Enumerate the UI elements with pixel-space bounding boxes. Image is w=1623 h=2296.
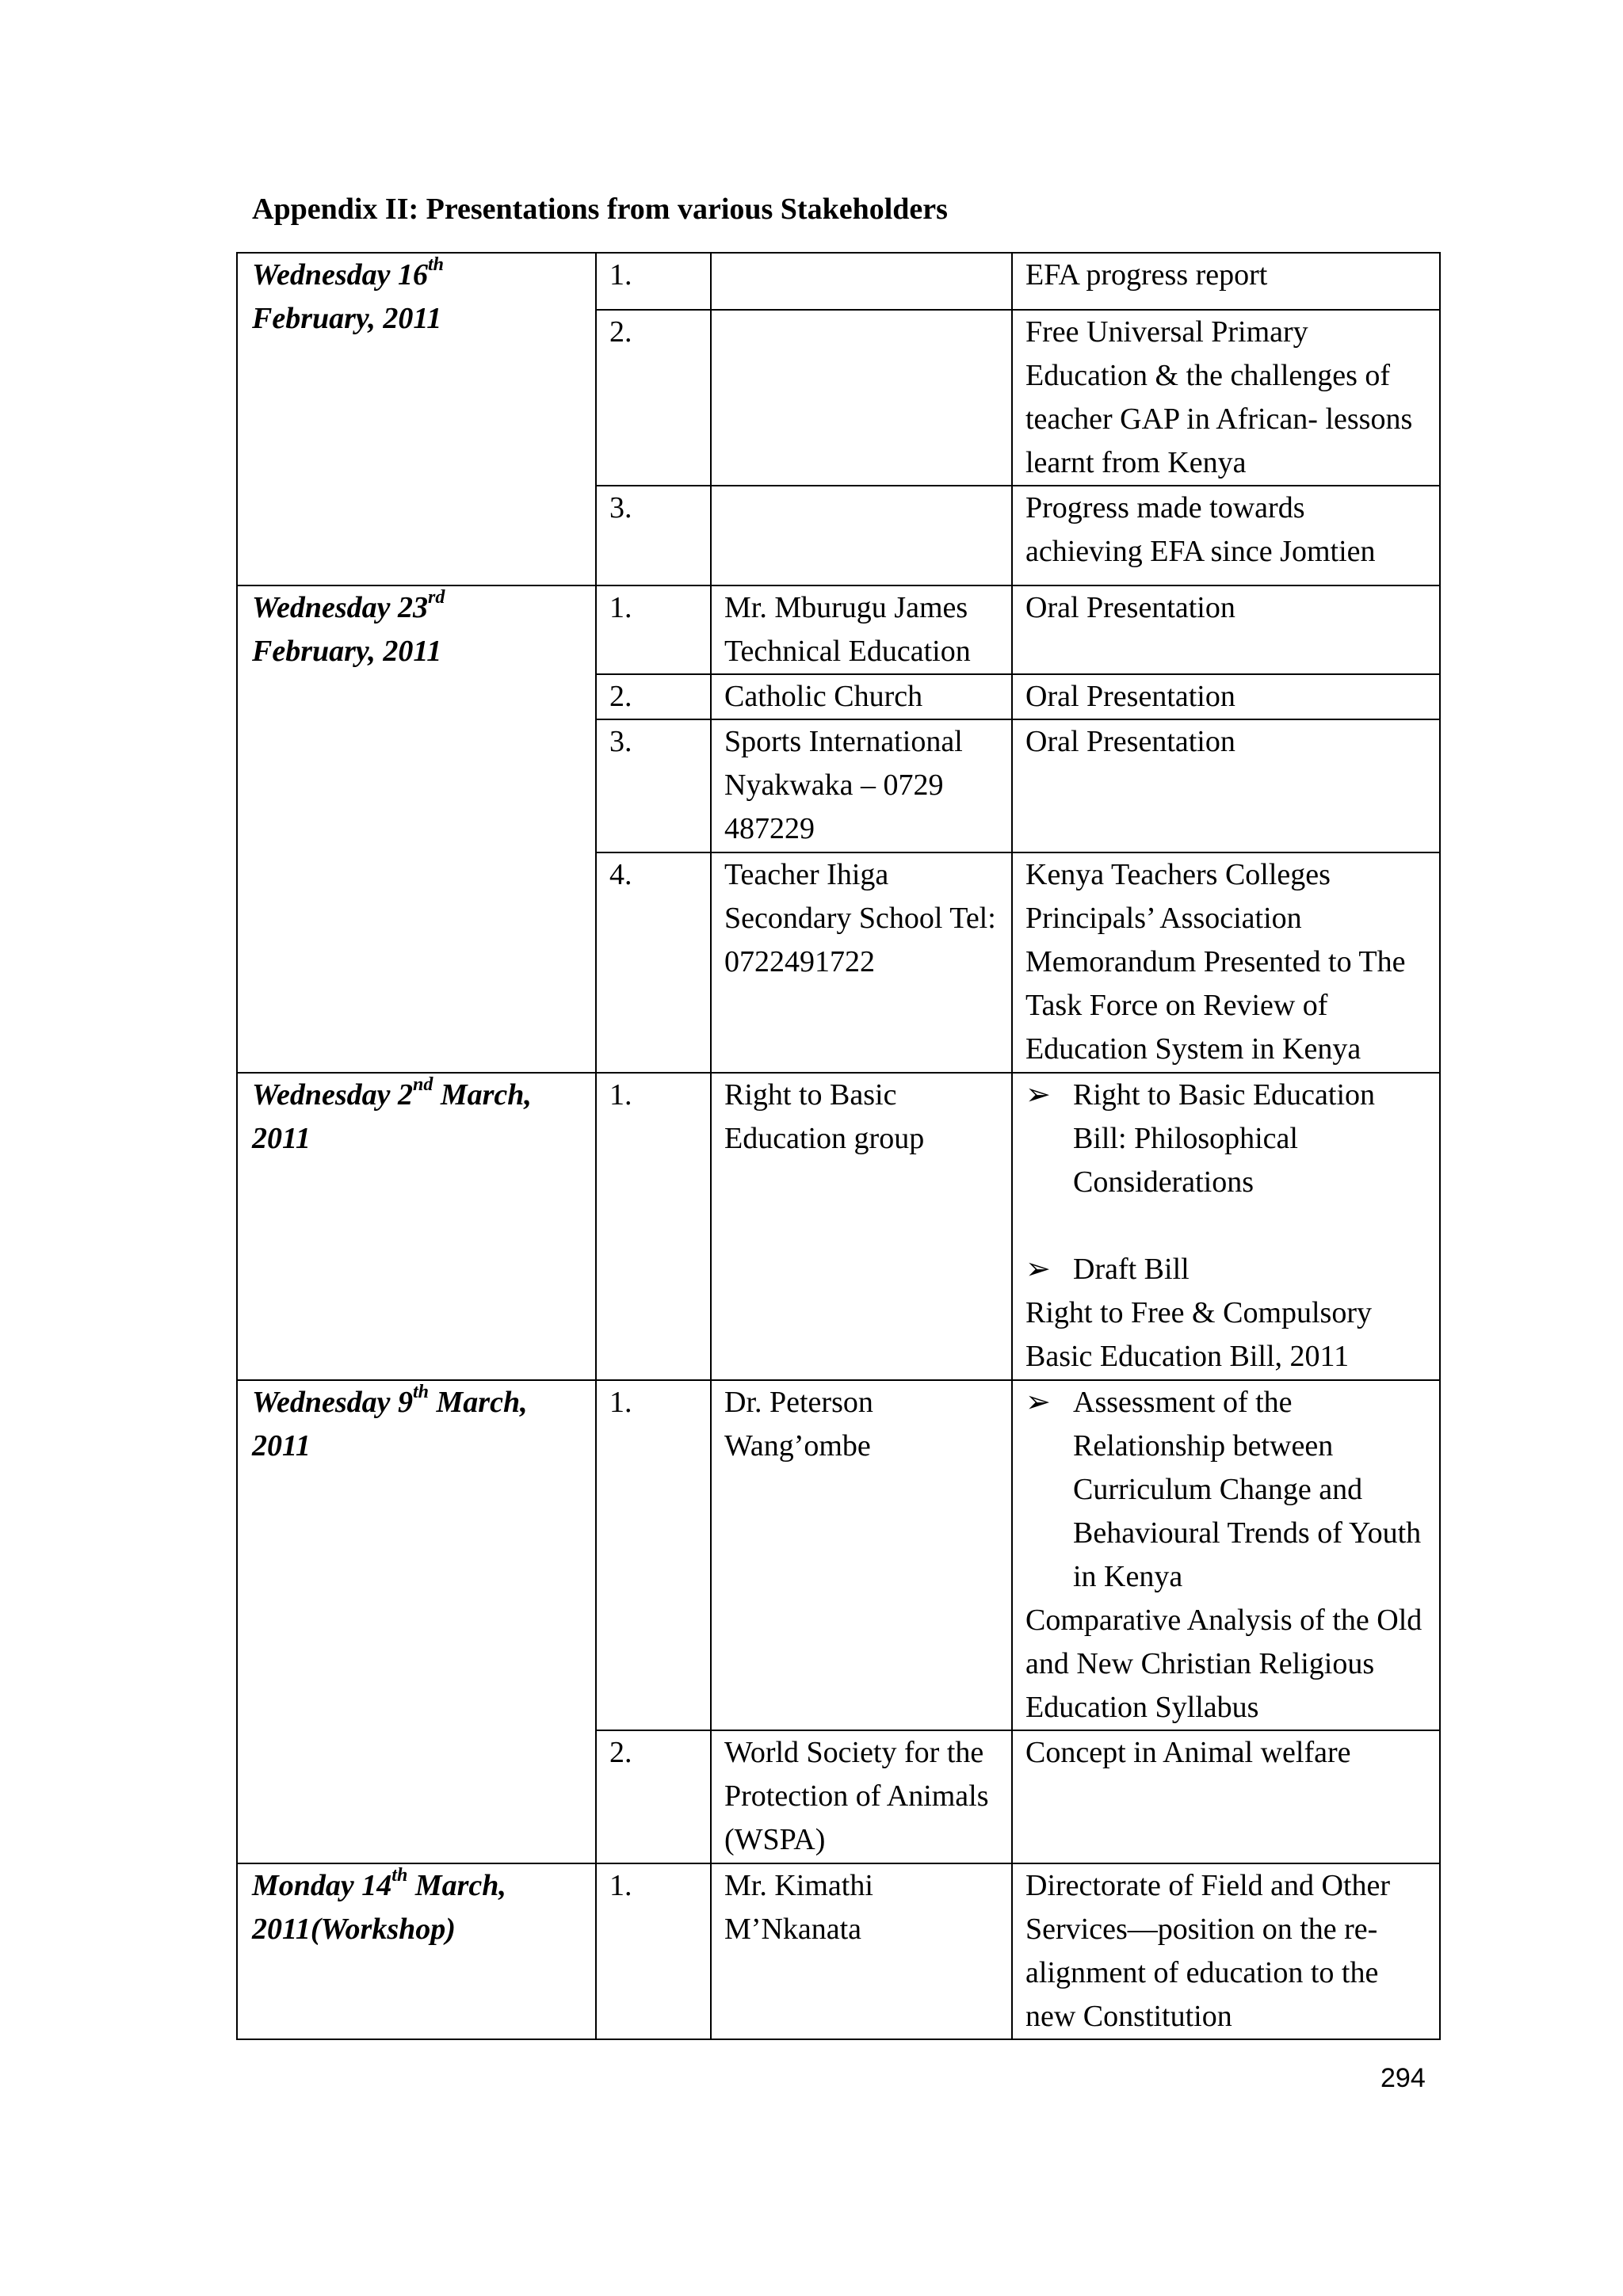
topic-cell: Directorate of Field and Other Services—position on the re-alignment of education to the new Constitution: [1012, 1863, 1440, 2039]
item-number: 1.: [596, 585, 711, 674]
topic-text: Right to Free & Compulsory Basic Education Bill, 2011: [1025, 1296, 1372, 1373]
table-row: [237, 253, 1440, 310]
presenter-cell: [711, 253, 1012, 310]
presenter-cell: Catholic Church: [711, 674, 1012, 719]
presenter-cell: [711, 310, 1012, 486]
item-number: 3.: [596, 486, 711, 585]
topic-cell: Oral Presentation: [1012, 585, 1440, 674]
bullet-item: ➢ Right to Basic Education Bill: Philosophical Considerations: [1025, 1074, 1426, 1204]
topic-cell: EFA progress report: [1012, 253, 1440, 310]
item-number: 2.: [596, 674, 711, 719]
topic-cell: Oral Presentation: [1012, 674, 1440, 719]
presenter-cell: World Society for the Protection of Animals (WSPA): [711, 1730, 1012, 1863]
bullet-item: ➢ Assessment of the Relationship between Curriculum Change and Behavioural Trends of Youth in Kenya: [1025, 1381, 1426, 1599]
table-row: [237, 585, 1440, 674]
table-row: [237, 1380, 1440, 1730]
date-cell: Wednesday 9th March, 2011: [237, 1380, 596, 1863]
item-number: 1.: [596, 1863, 711, 2039]
item-number: 1.: [596, 253, 711, 310]
item-number: 2.: [596, 1730, 711, 1863]
item-number: 1.: [596, 1073, 711, 1380]
arrow-bullet-icon: ➢: [1025, 1386, 1051, 1419]
item-number: 2.: [596, 310, 711, 486]
bullet-item: ➢ Draft Bill: [1025, 1248, 1426, 1291]
presenter-cell: Mr. Mburugu James Technical Education: [711, 585, 1012, 674]
date-cell: Wednesday 23rd February, 2011: [237, 585, 596, 1073]
topic-cell: Kenya Teachers Colleges Principals’ Association Memorandum Presented to The Task Force on Review of Education System in Kenya: [1012, 852, 1440, 1073]
presenter-cell: Dr. Peterson Wang’ombe: [711, 1380, 1012, 1730]
item-number: 3.: [596, 719, 711, 852]
topic-cell: Free Universal Primary Education & the challenges of teacher GAP in African- lessons learnt from Kenya: [1012, 310, 1440, 486]
page-heading: Appendix II: Presentations from various Stakeholders: [252, 193, 948, 226]
arrow-bullet-icon: ➢: [1025, 1253, 1051, 1286]
topic-cell: Oral Presentation: [1012, 719, 1440, 852]
item-number: 1.: [596, 1380, 711, 1730]
topic-cell: [1012, 1380, 1440, 1730]
topic-cell: Progress made towards achieving EFA since Jomtien: [1012, 486, 1440, 585]
page-number: 294: [1381, 2063, 1426, 2093]
item-number: 4.: [596, 852, 711, 1073]
topic-text: Comparative Analysis of the Old and New Christian Religious Education Syllabus: [1025, 1604, 1423, 1724]
table-row: [237, 1863, 1440, 2039]
topic-cell: [1012, 1073, 1440, 1380]
table-row: [237, 1073, 1440, 1380]
date-cell: Monday 14th March, 2011(Workshop): [237, 1863, 596, 2039]
topic-cell: Concept in Animal welfare: [1012, 1730, 1440, 1863]
date-cell: Wednesday 16th February, 2011: [237, 253, 596, 585]
presenter-cell: [711, 486, 1012, 585]
presenter-cell: Sports International Nyakwaka – 0729 487229: [711, 719, 1012, 852]
date-cell: Wednesday 2nd March, 2011: [237, 1073, 596, 1380]
presenter-cell: Teacher Ihiga Secondary School Tel: 0722491722: [711, 852, 1012, 1073]
stakeholder-presentations-table: [236, 252, 1441, 2040]
presenter-cell: Mr. Kimathi M’Nkanata: [711, 1863, 1012, 2039]
presenter-cell: Right to Basic Education group: [711, 1073, 1012, 1380]
arrow-bullet-icon: ➢: [1025, 1078, 1051, 1112]
